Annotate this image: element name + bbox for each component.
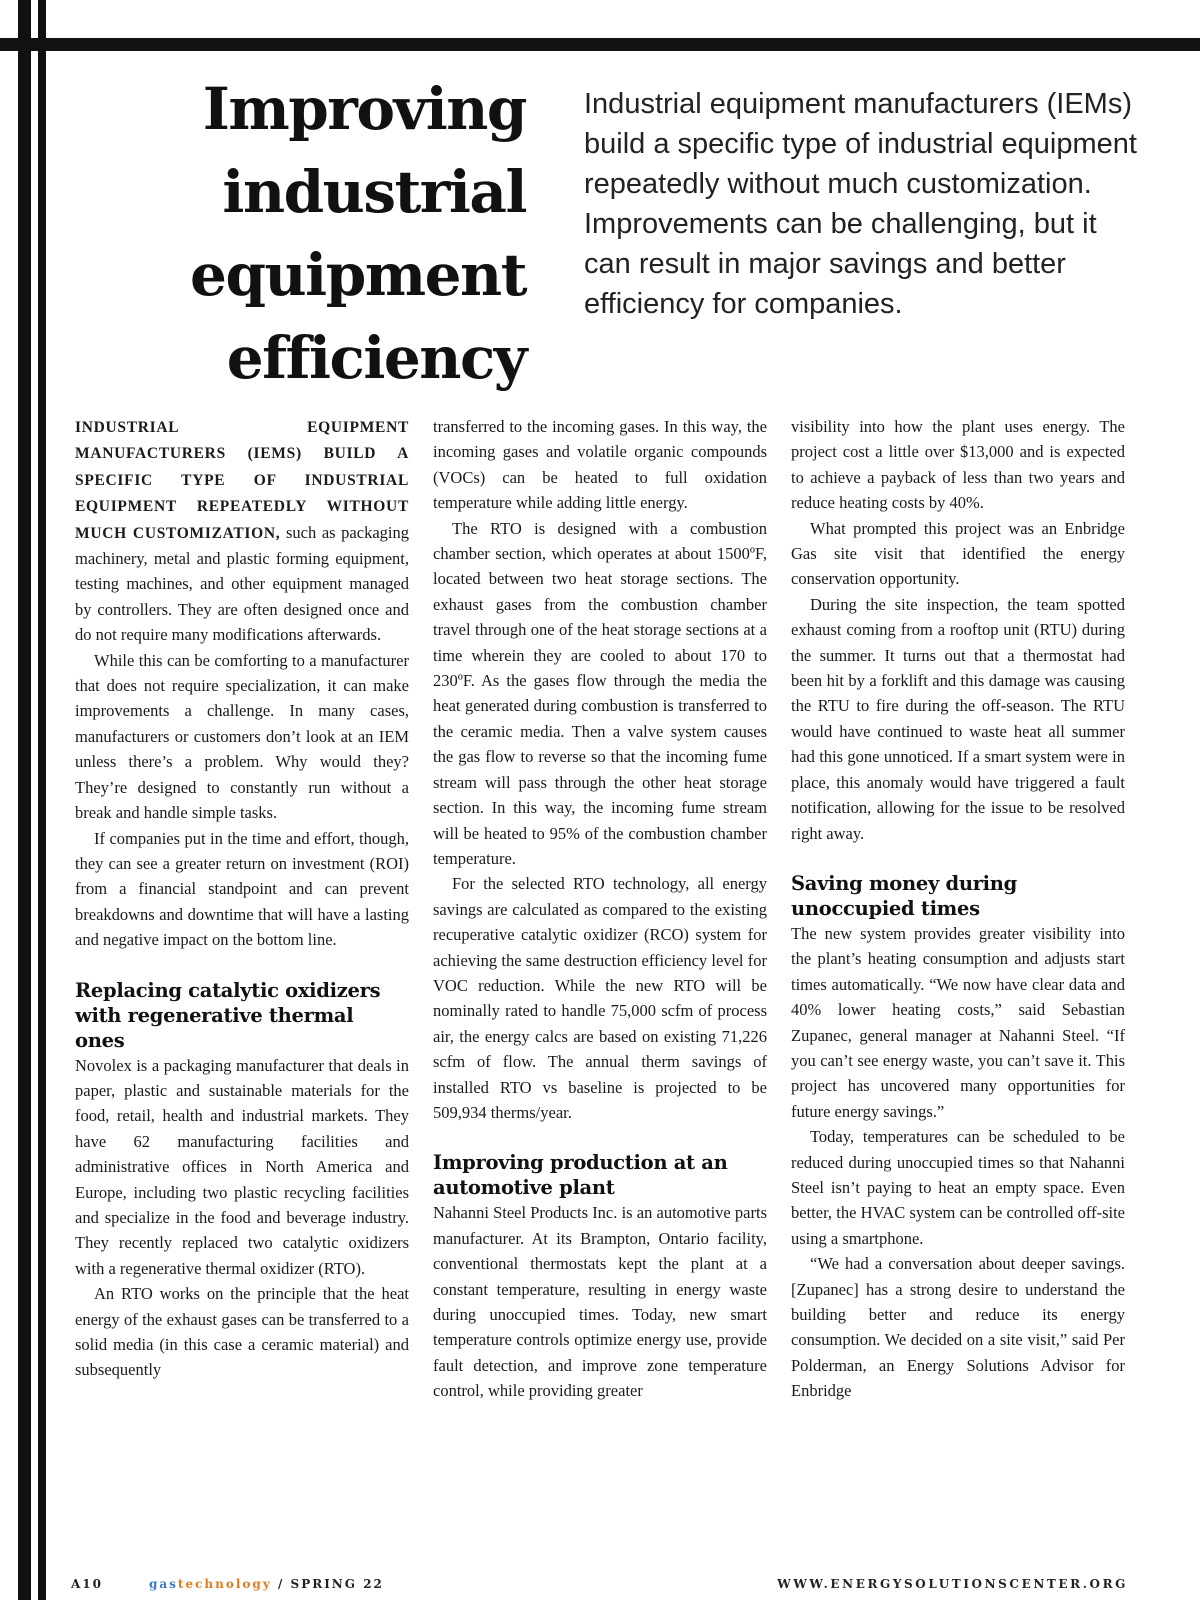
paragraph: Today, temperatures can be scheduled to be reduced during unoccupied times so that Nahanni Steel isn’t paying to heat an empty space. Even better, the HVAC system can be controlled off-site using a smartphone. <box>791 1127 1125 1248</box>
page-number: A10 <box>71 1577 104 1591</box>
paragraph: The RTO is designed with a combustion chamber section, which operates at about 1500ºF, located between two heat storage sections. The exhaust gases from the combustion chamber travel through one of the heat storage sections at a time wherein they are cooled to about 170 to 230ºF. As the gases flow through the media the heat generated during combustion is transferred to the ceramic media. Then a valve system causes the gas flow to reverse so that the incoming fume stream will pass through the other heat storage section. In this way, the incoming fume stream will be heated to 95% of the combustion chamber temperature. <box>433 518 767 868</box>
lead-in: INDUSTRIAL EQUIPMENT MANUFACTURERS (IEMS) BUILD A SPECIFIC TYPE OF INDUSTRIAL EQUIPMENT REPEATEDLY WITHOUT MUCH CUSTOMIZATION, <box>75 419 409 542</box>
section-heading: Improving production at an automotive plant <box>433 1151 728 1200</box>
paragraph: “We had a conversation about deeper savings. [Zupanec] has a strong desire to understand the building better and reduce its energy consumption. We decided on a site visit,” said Per Polderman, an Energy Solutions Advisor for Enbridge <box>791 1254 1125 1401</box>
lead-rest: such as packaging machinery, metal and plastic forming equipment, testing machines, and other equipment managed by controllers. They are often designed once and do not require many modifications afterwards. <box>75 522 409 645</box>
paragraph: visibility into how the plant uses energy. The project cost a little over $13,000 and is expected to achieve a payback of less than two years and reduce heating costs by 40%. <box>791 417 1125 513</box>
paragraph: During the site inspection, the team spotted exhaust coming from a rooftop unit (RTU) during the summer. It turns out that a thermostat had been hit by a forklift and this damage was causing the RTU to fire during the off-season. The RTU would have continued to waste heat all summer had this gone unnoticed. If a smart system were in place, this anomaly would have triggered a fault notification, allowing for the issue to be resolved right away. <box>791 594 1125 843</box>
website-url: WWW.ENERGYSOLUTIONSCENTER.ORG <box>777 1577 1128 1591</box>
paragraph: transferred to the incoming gases. In this way, the incoming gases and volatile organic compounds (VOCs) can be heated to full oxidation temperature while adding little energy. <box>433 417 767 513</box>
left-rule-inner <box>38 0 46 1600</box>
magazine-issue <box>149 1577 384 1591</box>
magazine-name-gas: gas <box>149 1577 178 1591</box>
column-1 <box>75 414 409 1383</box>
paragraph: For the selected RTO technology, all energy savings are calculated as compared to the existing recuperative catalytic oxidizer (RCO) system for achieving the same destruction efficiency level for VOC reduction. While the new RTO will be nominally rated to handle 75,000 scfm of process air, the energy calcs are based on existing 71,226 scfm of flow. The annual therm savings of installed RTO vs baseline is projected to be 509,934 therms/year. <box>433 874 767 1122</box>
left-rule-outer <box>18 0 31 1600</box>
deck-summary: Industrial equipment manufacturers (IEMs) build a specific type of industrial equipment repeatedly without much customization. Improvements can be challenging, but it can result in major savings and better efficiency for companies. <box>584 88 1137 320</box>
paragraph <box>75 414 409 648</box>
paragraph: Nahanni Steel Products Inc. is an automotive parts manufacturer. At its Brampton, Ontario facility, conventional thermostats kept the plant at a constant temperature, resulting in energy waste during unoccupied times. Today, new smart temperature controls optimize energy use, provide fault detection, and improve zone temperature control, while providing greater <box>433 1203 767 1401</box>
issue-label: / SPRING 22 <box>271 1577 384 1591</box>
section-heading: Replacing catalytic oxidizers with regenerative thermal ones <box>75 978 381 1052</box>
magazine-name-technology: technology <box>177 1577 272 1591</box>
top-rule <box>0 38 1200 51</box>
paragraph: While this can be comforting to a manufacturer that does not require specialization, it can make improvements a challenge. In many cases, manufacturers or customers don’t look at an IEM unless there’s a problem. Why would they? They’re designed to constantly run without a break and handle simple tasks. <box>75 650 409 823</box>
section-heading: Saving money during unoccupied times <box>791 871 1018 920</box>
paragraph: If companies put in the time and effort, though, they can see a greater return on investment (ROI) from a financial standpoint and can prevent breakdowns and downtime that will have a lasting and negative impact on the bottom line. <box>75 828 409 950</box>
column-3 <box>791 414 1125 1404</box>
paragraph: An RTO works on the principle that the heat energy of the exhaust gases can be transferred to a solid media (in this case a ceramic material) and subsequently <box>75 1284 409 1380</box>
paragraph: What prompted this project was an Enbridge Gas site visit that identified the energy conservation opportunity. <box>791 518 1125 589</box>
paragraph: Novolex is a packaging manufacturer that deals in paper, plastic and sustainable materials for the food, retail, health and industrial markets. They have 62 manufacturing facilities and administrative offices in North America and Europe, including two plastic recycling facilities and specialize in the food and beverage industry. They recently replaced two catalytic oxidizers with a regenerative thermal oxidizer (RTO). <box>75 1055 409 1278</box>
headline: Improving industrial equipment efficiency <box>190 75 526 392</box>
paragraph: The new system provides greater visibility into the plant’s heating consumption and adjusts start times automatically. “We now have clear data and 40% lower heating costs,” said Sebastian Zupanec, general manager at Nahanni Steel. “If you can’t see energy waste, you can’t save it. This project has uncovered many opportunities for future energy savings.” <box>791 923 1125 1121</box>
column-2 <box>433 414 767 1404</box>
